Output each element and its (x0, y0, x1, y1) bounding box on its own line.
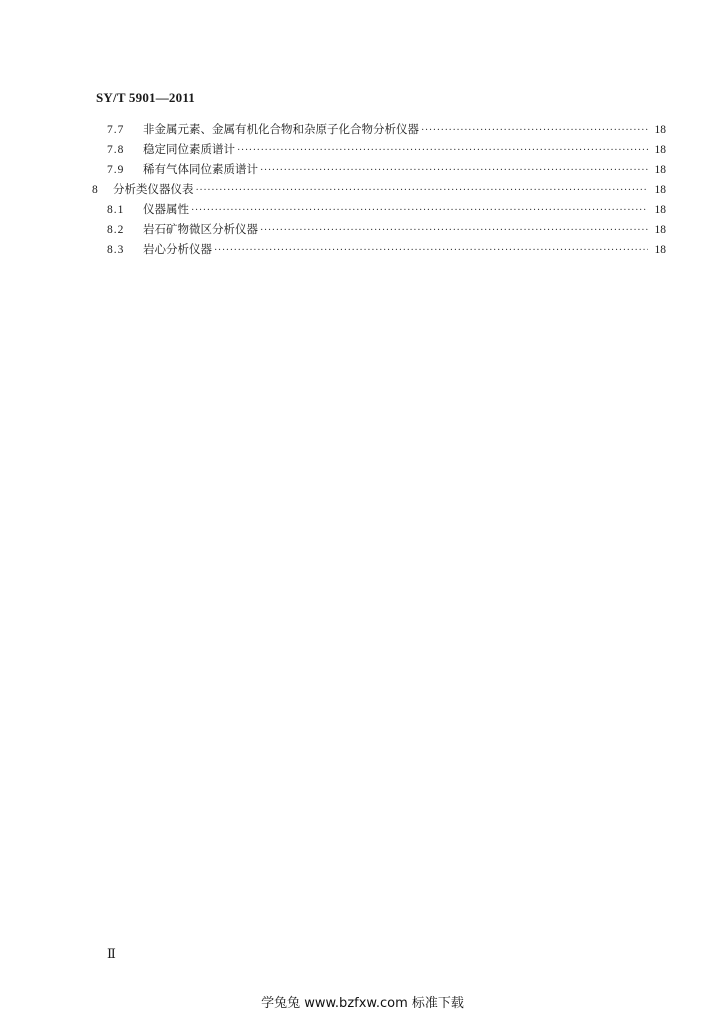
toc-leader-dots (421, 121, 648, 141)
toc-leader-dots (237, 141, 648, 161)
toc-entry-8-1[interactable] (92, 199, 666, 219)
toc-entry-title: 稀有气体同位素质谱计 (143, 162, 258, 176)
toc-entry-title: 仪器属性 (143, 202, 189, 216)
toc-entry-8-3[interactable] (92, 239, 666, 259)
toc-entry-title: 岩石矿物微区分析仪器 (143, 222, 258, 236)
toc-entry-page: 18 (654, 244, 666, 256)
toc-entry-page: 18 (654, 224, 666, 236)
toc-leader-dots (214, 241, 648, 261)
toc-leader-dots (260, 221, 648, 241)
toc-entry-number: 7.9 (107, 164, 125, 176)
toc-leader-dots (196, 181, 649, 201)
toc-entry-number: 8.3 (107, 244, 125, 256)
toc-entry-title: 分析类仪器仪表 (113, 182, 194, 196)
toc-entry-page: 18 (654, 184, 666, 196)
toc-entry-8[interactable] (92, 179, 666, 199)
toc-entry-number: 7.8 (107, 144, 125, 156)
toc-entry-title: 稳定同位素质谱计 (143, 142, 235, 156)
page-number: Ⅱ (107, 946, 116, 961)
toc-entry-7-7[interactable] (92, 119, 666, 139)
toc-entry-number: 8.2 (107, 224, 125, 236)
standard-code: SY/T 5901—2011 (96, 90, 195, 105)
table-of-contents (92, 119, 666, 259)
toc-entry-number: 8.1 (107, 204, 125, 216)
toc-entry-number: 8 (92, 184, 99, 196)
toc-entry-7-8[interactable] (92, 139, 666, 159)
toc-entry-page: 18 (654, 204, 666, 216)
toc-entry-7-9[interactable] (92, 159, 666, 179)
toc-entry-page: 18 (654, 144, 666, 156)
toc-entry-number: 7.7 (107, 124, 125, 136)
toc-entry-8-2[interactable] (92, 219, 666, 239)
watermark-text: 学兔兔 www.bzfxw.com 标准下载 (261, 996, 464, 1011)
toc-leader-dots (260, 161, 648, 181)
toc-leader-dots (191, 201, 648, 221)
toc-entry-title: 岩心分析仪器 (143, 242, 212, 256)
toc-entry-title: 非金属元素、金属有机化合物和杂原子化合物分析仪器 (143, 122, 419, 136)
toc-entry-page: 18 (654, 164, 666, 176)
toc-entry-page: 18 (654, 124, 666, 136)
